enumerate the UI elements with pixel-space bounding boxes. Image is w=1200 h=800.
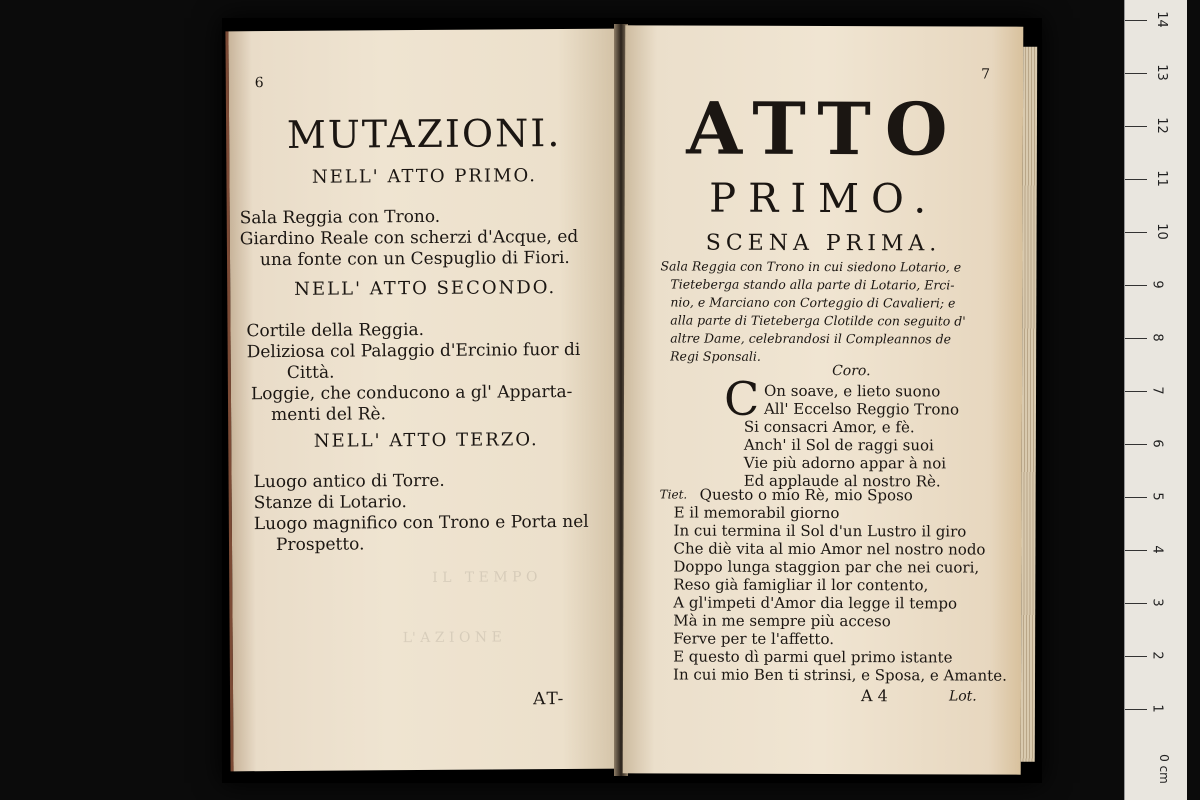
act-heading: NELL' ATTO TERZO.	[313, 429, 539, 452]
list-item: Sala Reggia con Trono.	[239, 206, 441, 229]
verse-line: Ferve per te l'affetto.	[673, 629, 835, 649]
verse-line: A gl'impeti d'Amor dia legge il tempo	[673, 593, 958, 613]
stage-direction-line: Sala Reggia con Trono in cui siedono Lotario, e	[660, 258, 962, 275]
verse-line: In cui mio Ben ti strinsi, e Sposa, e Amante.	[673, 665, 1007, 685]
act-title: ATTO	[686, 85, 962, 172]
show-through-text: I L T E M P O	[432, 569, 538, 586]
ruler-tick	[1125, 338, 1147, 339]
list-item: Luogo antico di Torre.	[253, 470, 445, 493]
verse-line: Anch' il Sol de raggi suoi	[743, 435, 934, 455]
ruler-number: 6	[1149, 439, 1165, 448]
chorus-label: Coro.	[832, 363, 871, 380]
stage-direction-line: Regi Sponsali.	[670, 348, 761, 364]
catchword: AT-	[533, 689, 566, 710]
ruler-number: 4	[1149, 545, 1165, 554]
ruler-tick	[1125, 232, 1147, 233]
ruler-tick	[1125, 709, 1147, 710]
measuring-ruler	[1124, 0, 1187, 800]
verse-line: Mà in me sempre più acceso	[673, 611, 891, 631]
ruler-tick	[1125, 603, 1147, 604]
signature-mark: A 4	[860, 686, 888, 706]
verse-line: Che diè vita al mio Amor nel nostro nodo	[673, 539, 986, 559]
ruler-number: 5	[1149, 492, 1165, 501]
ruler-tick	[1125, 73, 1147, 74]
drop-cap: C	[723, 371, 760, 426]
ruler-number: 14	[1153, 11, 1169, 28]
ruler-number: 2	[1149, 651, 1165, 660]
stage-direction-line: Tieteberga stando alla parte di Lotario, Erci-	[670, 276, 955, 293]
list-item: Cortile della Reggia.	[246, 319, 425, 342]
list-item: una fonte con un Cespuglio di Fiori.	[259, 247, 570, 271]
act-heading: NELL' ATTO SECONDO.	[294, 277, 557, 300]
act-subtitle: PRIMO.	[709, 175, 939, 223]
verse-line: All' Eccelso Reggio Trono	[763, 399, 960, 419]
verse-line: E questo dì parmi quel primo istante	[673, 647, 953, 667]
verse-line: In cui termina il Sol d'un Lustro il giro	[673, 521, 967, 541]
ruler-tick	[1125, 20, 1147, 21]
stage-direction-line: altre Dame, celebrandosi il Compleannos de	[670, 330, 952, 347]
ruler-number: 1	[1149, 704, 1165, 713]
ruler-tick	[1125, 497, 1147, 498]
verse-line: E il memorabil giorno	[673, 503, 840, 523]
ruler-tick	[1125, 656, 1147, 657]
verse-line: Vie più adorno appar à noi	[743, 453, 947, 473]
list-item: Prospetto.	[275, 534, 365, 556]
ruler-tick	[1125, 285, 1147, 286]
list-item: Città.	[286, 362, 335, 383]
ruler-number: 13	[1153, 64, 1169, 81]
verse-line: On soave, e lieto suono	[764, 381, 941, 401]
verse-line: Ed applaude al nostro Rè.	[743, 471, 941, 491]
stage-direction-line: alla parte di Tieteberga Clotilde con seguito d'	[670, 312, 966, 329]
stage-direction-line: nio, e Marciano con Corteggio di Cavalieri; e	[670, 294, 956, 311]
verse-line: Reso già famigliar il lor contento,	[673, 575, 929, 595]
speaker-label: Tiet.	[659, 487, 688, 502]
page-title: MUTAZIONI.	[286, 111, 562, 157]
ruler-number: 3	[1149, 598, 1165, 607]
list-item: Loggie, che conducono a gl' Apparta-	[250, 381, 573, 405]
right-page	[623, 25, 1024, 774]
ruler-number: 12	[1153, 117, 1169, 134]
ruler-number: 9	[1149, 280, 1165, 289]
list-item: Stanze di Lotario.	[253, 492, 407, 514]
page-number: 6	[254, 75, 264, 92]
ruler-number: 7	[1149, 386, 1165, 395]
verse-line: Doppo lunga staggion par che nei cuori,	[673, 557, 980, 577]
list-item: Giardino Reale con scherzi d'Acque, ed	[239, 226, 579, 250]
act-heading: NELL' ATTO PRIMO.	[311, 165, 537, 188]
list-item: Luogo magnifico con Trono e Porta nel	[253, 511, 589, 535]
catchword: Lot.	[948, 688, 977, 705]
ruler-tick	[1125, 444, 1147, 445]
list-item: Deliziosa col Palaggio d'Ercinio fuor di	[246, 339, 581, 363]
ruler-number: 8	[1149, 333, 1165, 342]
ruler-number: 10	[1153, 223, 1169, 240]
verse-line: Questo o mio Rè, mio Sposo	[699, 485, 913, 505]
ruler-number: 11	[1153, 170, 1169, 187]
show-through-text: L' A Z I O N E	[402, 629, 502, 647]
scene-title: SCENA PRIMA.	[705, 230, 942, 257]
ruler-unit-label: 0 cm	[1156, 754, 1171, 784]
verse-line: Si consacri Amor, e fè.	[743, 417, 915, 437]
ruler-tick	[1125, 391, 1147, 392]
list-item: menti del Rè.	[271, 404, 387, 426]
ruler-tick	[1125, 550, 1147, 551]
left-page	[225, 29, 620, 772]
ruler-tick	[1125, 126, 1147, 127]
page-number: 7	[981, 66, 991, 83]
ruler-tick	[1125, 179, 1147, 180]
